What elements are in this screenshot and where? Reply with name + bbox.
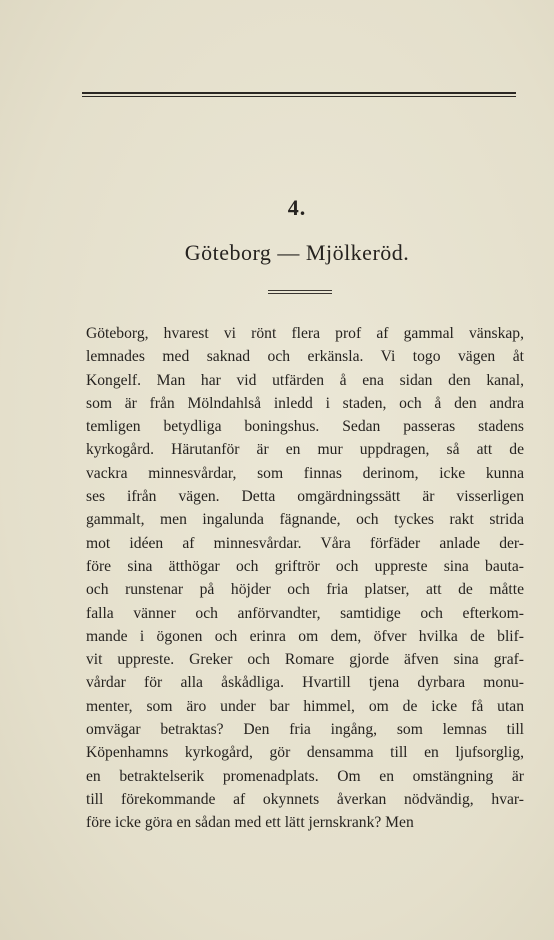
text-line: menter, som äro under bar himmel, om de icke få utan <box>86 697 524 715</box>
text-line: kyrkogård. Härutanför är en mur uppdragen, så att de <box>86 441 524 459</box>
text-line: mande i ögonen och erinra om dem, öfver hvilka de blif- <box>86 627 524 645</box>
text-line: ses ifrån vägen. Detta omgärdningssätt är visserligen <box>86 488 524 506</box>
text-line: en betraktelserik promenadplats. Om en omstängning är <box>86 767 524 785</box>
chapter-title: Göteborg — Mjölkeröd. <box>184 240 410 265</box>
text-line: Köpenhamns kyrkogård, gör densamma till en ljufsorglig, <box>86 744 524 762</box>
title-ornament-rule <box>268 290 332 294</box>
body-text <box>86 322 524 835</box>
text-line: gammalt, men ingalunda fägnande, och tyckes rakt strida <box>86 511 524 529</box>
text-line: omvägar betraktas? Den fria ingång, som lemnas till <box>86 721 524 739</box>
header-double-rule <box>82 92 516 97</box>
text-line: Kongelf. Man har vid utfärden å ena sidan den kanal, <box>86 371 524 389</box>
text-line: Göteborg, hvarest vi rönt flera prof af gammal vänskap, <box>86 325 524 342</box>
text-line: före sina ätthögar och griftrör och uppreste sina bauta- <box>86 557 524 575</box>
text-line: mot idéen af minnesvårdar. Våra förfäder anlade der- <box>86 534 524 552</box>
text-line: temligen betydliga boningshus. Sedan passeras stadens <box>86 418 524 436</box>
text-line: till förekommande af okynnets åverkan nödvändig, hvar- <box>86 790 524 808</box>
text-line: och runstenar på höjder och fria platser, att de måtte <box>86 581 524 599</box>
text-line: vit uppreste. Greker och Romare gjorde äfven sina graf- <box>86 651 524 669</box>
text-line: vårdar för alla åskådliga. Hvartill tjena dyrbara monu- <box>86 674 524 692</box>
text-line: vackra minnesvårdar, som finnas derinom, icke kunna <box>86 464 524 482</box>
text-line: lemnades med saknad och erkänsla. Vi togo vägen åt <box>86 348 524 366</box>
chapter-number: 4. <box>287 195 307 220</box>
text-line: före icke göra en sådan med ett lätt jernskrank? Men <box>86 814 414 832</box>
text-line: falla vänner och anförvandter, samtidige och efterkom- <box>86 604 524 622</box>
text-line: som är från Mölndahlså inledd i staden, och å den andra <box>86 394 524 412</box>
